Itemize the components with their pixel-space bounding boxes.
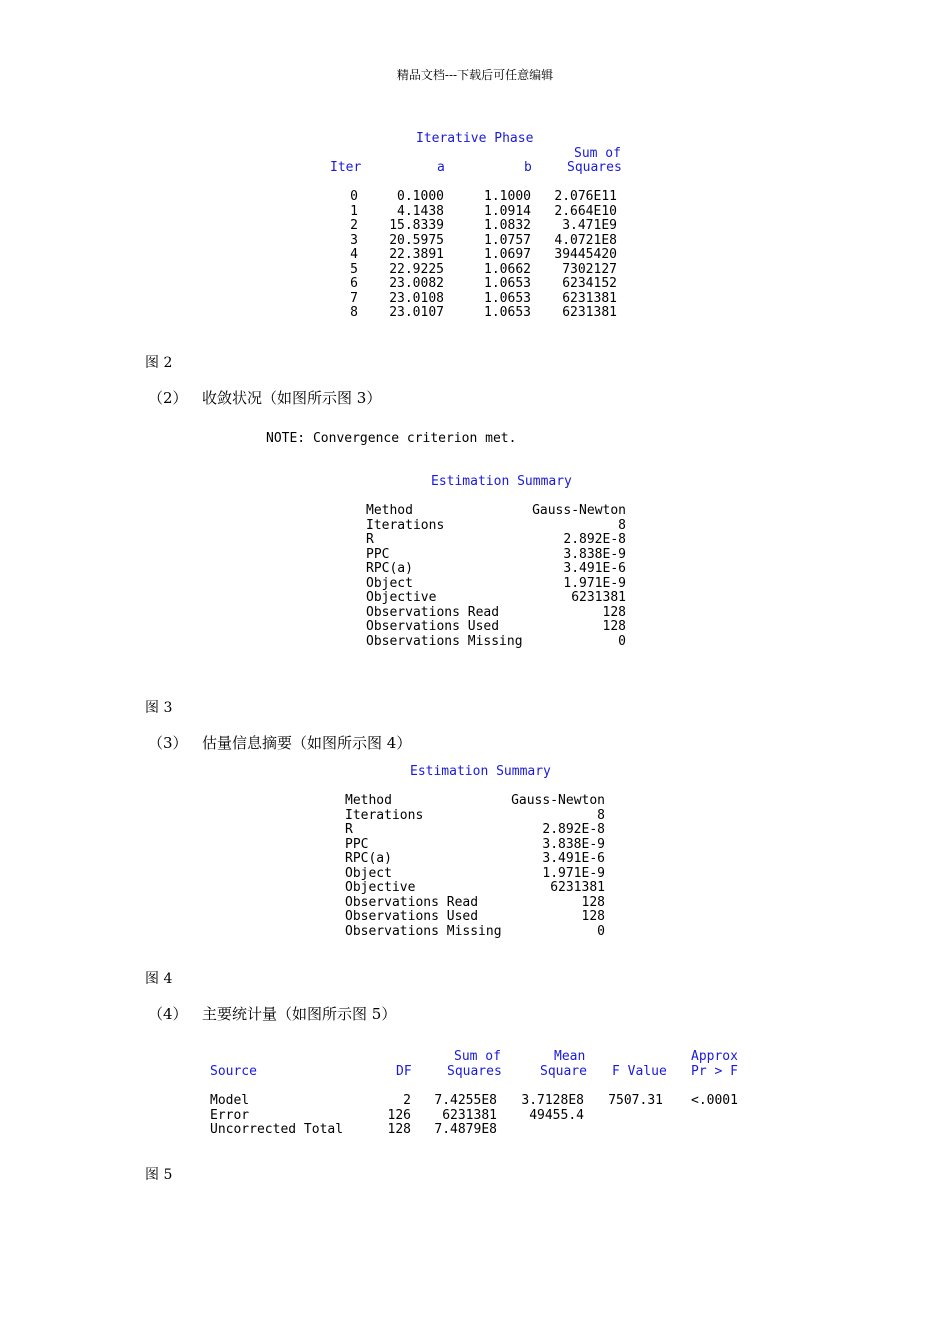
parameter-b-value: 1.0832 (484, 218, 531, 233)
summary-row (366, 606, 626, 621)
anova-col-p-line2: Pr > F (691, 1064, 738, 1079)
iteration-number: 3 (350, 232, 358, 248)
summary-value: Gauss-Newton (532, 503, 626, 518)
anova-f-value: 7507.31 (608, 1093, 663, 1108)
summary-value: 128 (602, 619, 626, 634)
iterative-phase-title: Iterative Phase (416, 131, 534, 146)
anova-col-ms-line2: Square (540, 1064, 587, 1079)
iteration-row (326, 219, 626, 234)
summary-row (345, 823, 605, 838)
anova-row (209, 1123, 739, 1138)
iteration-row (326, 234, 626, 249)
sum-of-squares-value: 3.471E9 (562, 218, 617, 233)
anova-df: 126 (387, 1107, 411, 1123)
parameter-a-value: 22.3891 (389, 247, 444, 262)
summary-label: Objective (345, 880, 416, 895)
summary-value: 1.971E-9 (563, 575, 626, 591)
estimation-summary-1-title: Estimation Summary (431, 474, 572, 489)
summary-value: 8 (597, 807, 605, 823)
summary-label: Observations Used (366, 619, 500, 634)
summary-row (366, 562, 626, 577)
col-ss-line1: Sum of (574, 146, 621, 161)
summary-label: Object (345, 865, 392, 881)
iteration-number: 2 (350, 218, 358, 233)
section-2-number: （2） (148, 389, 188, 407)
summary-value: 128 (602, 604, 626, 620)
summary-value: 6231381 (571, 590, 626, 605)
summary-row (345, 809, 605, 824)
summary-label: Observations Used (345, 909, 479, 924)
iteration-number: 6 (350, 276, 358, 291)
anova-col-p-line1: Approx (691, 1049, 738, 1064)
summary-row (345, 910, 605, 925)
summary-row (345, 881, 605, 896)
summary-row (366, 519, 626, 534)
summary-value: 2.892E-8 (542, 822, 605, 837)
summary-value: 1.971E-9 (542, 865, 605, 881)
anova-df: 2 (403, 1093, 411, 1108)
section-2-heading (148, 387, 381, 408)
iteration-number: 8 (350, 305, 358, 320)
anova-sum-of-squares: 7.4879E8 (434, 1122, 497, 1137)
col-b-header: b (524, 160, 532, 175)
iteration-row (326, 263, 626, 278)
summary-value: 3.838E-9 (542, 836, 605, 852)
summary-row (345, 852, 605, 867)
iteration-number: 7 (350, 290, 358, 306)
estimation-summary-1-table (366, 504, 626, 649)
col-ss-line2: Squares (567, 160, 622, 175)
parameter-b-value: 1.0757 (484, 232, 531, 248)
summary-value: 3.491E-6 (563, 561, 626, 576)
iteration-number: 0 (350, 189, 358, 204)
summary-label: PPC (345, 836, 369, 852)
parameter-a-value: 23.0082 (389, 276, 444, 291)
anova-mean-square: 3.7128E8 (521, 1093, 584, 1108)
summary-value: Gauss-Newton (511, 793, 605, 808)
summary-value: 8 (618, 517, 626, 533)
summary-label: PPC (366, 546, 390, 562)
parameter-a-value: 23.0107 (389, 305, 444, 320)
section-4-heading (148, 1003, 396, 1024)
convergence-note: NOTE: Convergence criterion met. (266, 431, 517, 446)
parameter-a-value: 20.5975 (389, 232, 444, 248)
summary-label: RPC(a) (345, 851, 392, 866)
estimation-summary-2-table (345, 794, 605, 939)
iteration-number: 5 (350, 261, 358, 277)
summary-label: Method (345, 793, 392, 808)
summary-row (366, 620, 626, 635)
sum-of-squares-value: 6231381 (562, 290, 617, 306)
summary-label: R (345, 822, 353, 837)
col-a-header: a (437, 160, 445, 175)
anova-p-value: <.0001 (691, 1093, 738, 1108)
summary-value: 128 (581, 909, 605, 924)
summary-label: Iterations (345, 807, 424, 823)
summary-label: Objective (366, 590, 437, 605)
anova-source: Model (210, 1093, 250, 1108)
anova-col-ss-line1: Sum of (454, 1049, 501, 1064)
section-3-heading (148, 732, 411, 753)
summary-label: Observations Read (366, 604, 500, 620)
sum-of-squares-value: 2.664E10 (554, 203, 617, 219)
sum-of-squares-value: 2.076E11 (554, 189, 617, 204)
figure-3-caption: 图 3 (145, 700, 173, 716)
page-header: 精品文档---下载后可任意编辑 (396, 68, 554, 82)
summary-value: 128 (581, 894, 605, 910)
parameter-a-value: 22.9225 (389, 261, 444, 277)
summary-value: 2.892E-8 (563, 532, 626, 547)
summary-label: Iterations (366, 517, 445, 533)
section-4-number: （4） (148, 1005, 188, 1023)
anova-col-ms-line1: Mean (554, 1049, 586, 1064)
iteration-row (326, 248, 626, 263)
parameter-a-value: 0.1000 (397, 189, 444, 204)
summary-row (345, 925, 605, 940)
anova-output (209, 1050, 739, 1140)
parameter-b-value: 1.0914 (484, 203, 531, 219)
anova-col-f: F Value (612, 1064, 667, 1079)
parameter-b-value: 1.0653 (484, 305, 531, 320)
summary-row (366, 635, 626, 650)
figure-2-caption: 图 2 (145, 355, 173, 371)
summary-row (366, 577, 626, 592)
iteration-row (326, 292, 626, 307)
anova-sum-of-squares: 7.4255E8 (434, 1093, 497, 1108)
iteration-number: 4 (350, 247, 358, 262)
parameter-a-value: 15.8339 (389, 218, 444, 233)
iteration-row (326, 277, 626, 292)
section-4-text: 主要统计量（如图所示图 5） (202, 1005, 397, 1023)
summary-value: 0 (618, 633, 626, 649)
summary-value: 6231381 (550, 880, 605, 895)
parameter-a-value: 4.1438 (397, 203, 444, 219)
iteration-number: 1 (350, 203, 358, 219)
sum-of-squares-value: 6231381 (562, 305, 617, 320)
summary-row (345, 867, 605, 882)
summary-row (345, 838, 605, 853)
summary-label: Observations Missing (366, 633, 523, 649)
sum-of-squares-value: 7302127 (562, 261, 617, 277)
summary-row (366, 504, 626, 519)
parameter-b-value: 1.0653 (484, 276, 531, 291)
estimation-summary-2-title: Estimation Summary (410, 764, 551, 779)
summary-label: R (366, 532, 374, 547)
summary-row (345, 896, 605, 911)
summary-label: Observations Read (345, 894, 479, 910)
section-3-text: 估量信息摘要（如图所示图 4） (202, 734, 412, 752)
anova-source: Error (210, 1107, 250, 1123)
summary-label: RPC(a) (366, 561, 413, 576)
summary-row (345, 794, 605, 809)
parameter-b-value: 1.1000 (484, 189, 531, 204)
section-2-text: 收敛状况（如图所示图 3） (202, 389, 382, 407)
summary-value: 3.491E-6 (542, 851, 605, 866)
anova-row (209, 1109, 739, 1124)
sum-of-squares-value: 39445420 (554, 247, 617, 262)
summary-value: 3.838E-9 (563, 546, 626, 562)
parameter-b-value: 1.0697 (484, 247, 531, 262)
iteration-row (326, 205, 626, 220)
anova-source: Uncorrected Total (210, 1122, 344, 1137)
summary-value: 0 (597, 923, 605, 939)
sum-of-squares-value: 4.0721E8 (554, 232, 617, 248)
iteration-row (326, 306, 626, 321)
summary-label: Observations Missing (345, 923, 502, 939)
parameter-a-value: 23.0108 (389, 290, 444, 306)
iteration-row (326, 190, 626, 205)
anova-row (209, 1094, 739, 1109)
summary-label: Object (366, 575, 413, 591)
anova-col-df: DF (396, 1064, 412, 1079)
summary-label: Method (366, 503, 413, 518)
anova-mean-square: 49455.4 (529, 1107, 584, 1123)
anova-sum-of-squares: 6231381 (442, 1107, 497, 1123)
parameter-b-value: 1.0662 (484, 261, 531, 277)
parameter-b-value: 1.0653 (484, 290, 531, 306)
summary-row (366, 548, 626, 563)
anova-col-source: Source (210, 1064, 257, 1079)
col-iter-header: Iter (330, 160, 362, 175)
section-3-number: （3） (148, 734, 188, 752)
anova-df: 128 (387, 1122, 411, 1137)
figure-4-caption: 图 4 (145, 971, 173, 987)
anova-col-ss-line2: Squares (447, 1064, 502, 1079)
summary-row (366, 533, 626, 548)
figure-5-caption: 图 5 (145, 1167, 173, 1183)
sum-of-squares-value: 6234152 (562, 276, 617, 291)
summary-row (366, 591, 626, 606)
